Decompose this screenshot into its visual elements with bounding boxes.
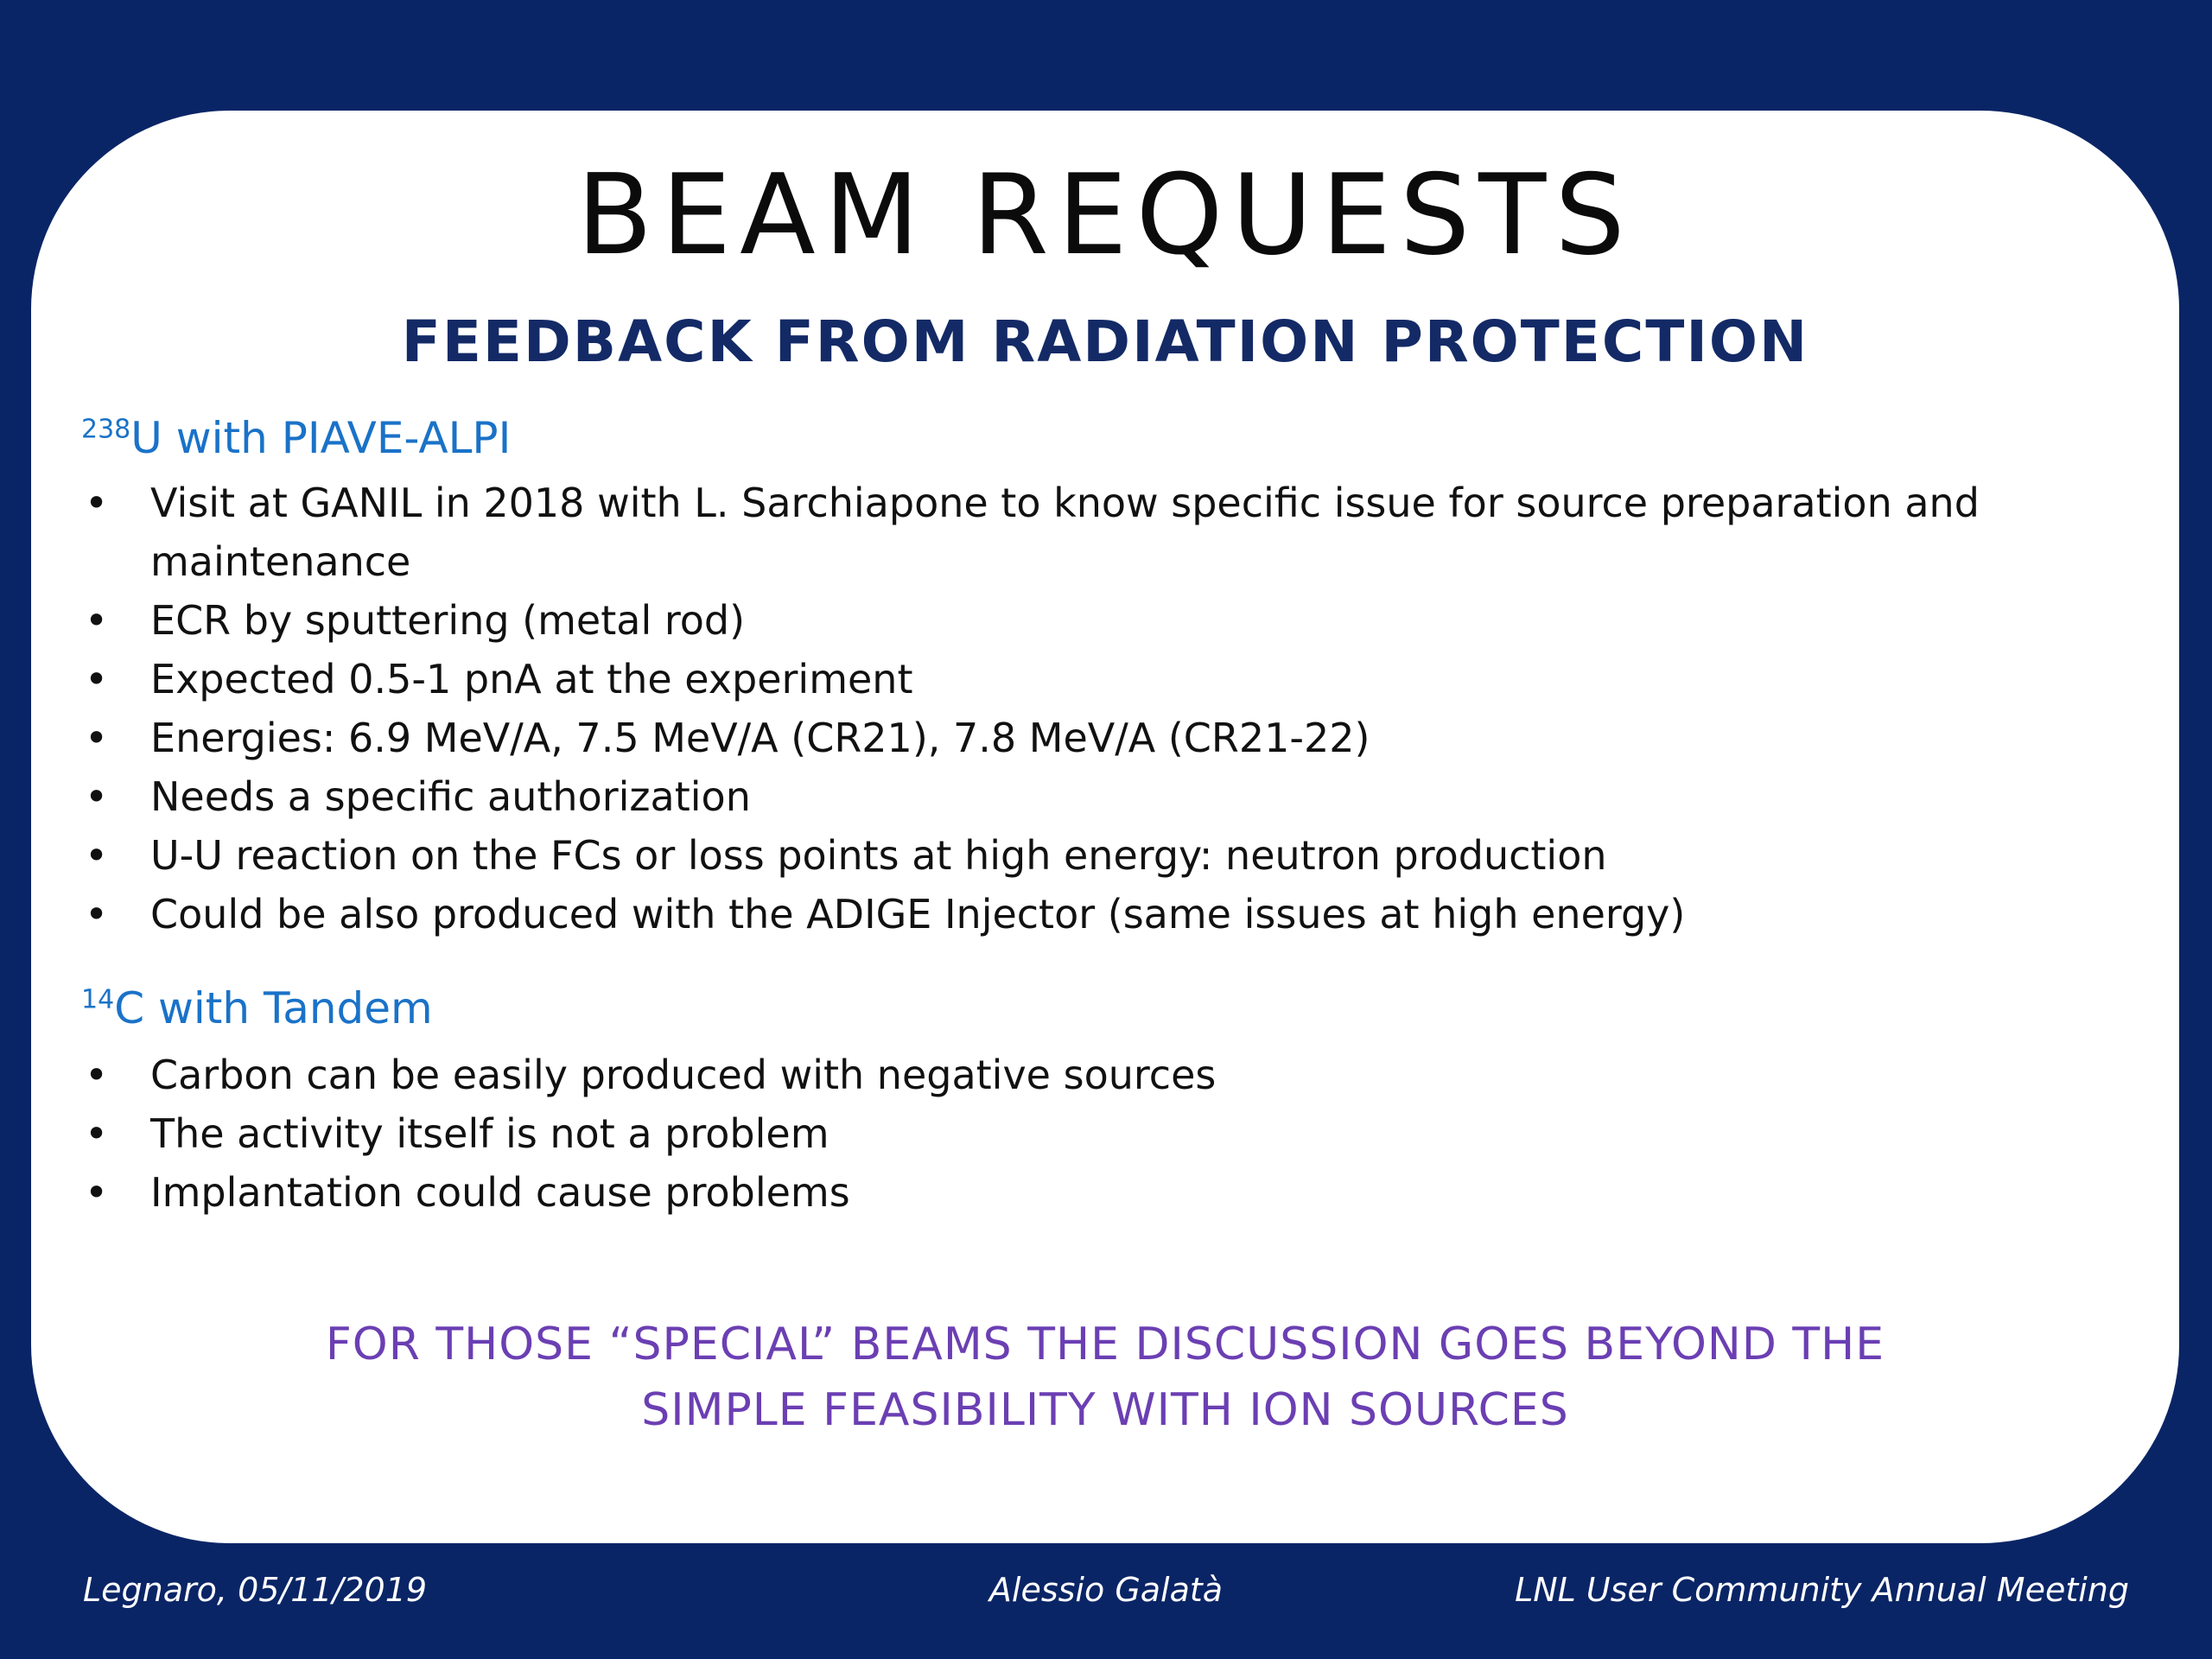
bullet-icon: • (85, 891, 109, 938)
list-item (81, 709, 2138, 767)
bullet-list-uranium (81, 474, 2138, 944)
bullet-icon: • (85, 1052, 109, 1098)
bullet-text: Implantation could cause problems (150, 1169, 850, 1216)
list-item (81, 826, 2138, 885)
bullet-icon: • (85, 656, 109, 702)
list-item (81, 1046, 2138, 1104)
closing-statement (135, 1312, 2075, 1443)
section-heading-text: U with PIAVE-ALPI (130, 413, 512, 463)
list-item (81, 1104, 2138, 1163)
list-item (81, 650, 2138, 709)
bullet-text: Expected 0.5-1 pnA at the experiment (150, 656, 913, 702)
slide-content-panel (31, 111, 2179, 1543)
list-item (81, 474, 2138, 591)
list-item (81, 591, 2138, 650)
list-item (81, 885, 2138, 944)
section-heading-carbon (81, 985, 433, 1033)
list-item (81, 767, 2138, 826)
bullet-icon: • (85, 597, 109, 644)
closing-line-2: SIMPLE FEASIBILITY WITH ION SOURCES (641, 1384, 1569, 1436)
footer-location-date: Legnaro, 05/11/2019 (83, 1571, 428, 1609)
section-heading-superscript: 238 (81, 414, 131, 445)
bullet-text: Energies: 6.9 MeV/A, 7.5 MeV/A (CR21), 7.8 MeV/A (CR21-22) (150, 715, 1370, 761)
section-heading-superscript: 14 (81, 984, 115, 1015)
bullet-icon: • (85, 773, 109, 820)
slide-subtitle: FEEDBACK FROM RADIATION PROTECTION (401, 308, 1809, 375)
slide-title: BEAM REQUESTS (576, 151, 1634, 280)
bullet-text: Could be also produced with the ADIGE Injector (same issues at high energy) (150, 891, 1686, 938)
footer-event-name: LNL User Community Annual Meeting (1515, 1571, 2129, 1609)
bullet-text: The activity itself is not a problem (150, 1110, 830, 1157)
bullet-text: Needs a specific authorization (150, 773, 751, 820)
bullet-icon: • (85, 1110, 109, 1157)
bullet-text: U-U reaction on the FCs or loss points at high energy: neutron production (150, 832, 1607, 879)
list-item (81, 1163, 2138, 1222)
closing-line-1: FOR THOSE “SPECIAL” BEAMS THE DISCUSSION GOES BEYOND THE (325, 1319, 1885, 1370)
bullet-icon: • (85, 832, 109, 879)
section-heading-text: C with Tandem (114, 983, 433, 1033)
section-heading-uranium (81, 415, 511, 462)
bullet-text: Carbon can be easily produced with negative sources (150, 1052, 1217, 1098)
bullet-icon: • (85, 715, 109, 761)
bullet-list-carbon (81, 1046, 2138, 1222)
bullet-icon: • (85, 480, 109, 526)
bullet-text: ECR by sputtering (metal rod) (150, 597, 746, 644)
bullet-icon: • (85, 1169, 109, 1216)
footer-author: Alessio Galatà (988, 1571, 1224, 1609)
bullet-text: Visit at GANIL in 2018 with L. Sarchiapone to know specific issue for source preparation and maintenance (150, 480, 1980, 585)
